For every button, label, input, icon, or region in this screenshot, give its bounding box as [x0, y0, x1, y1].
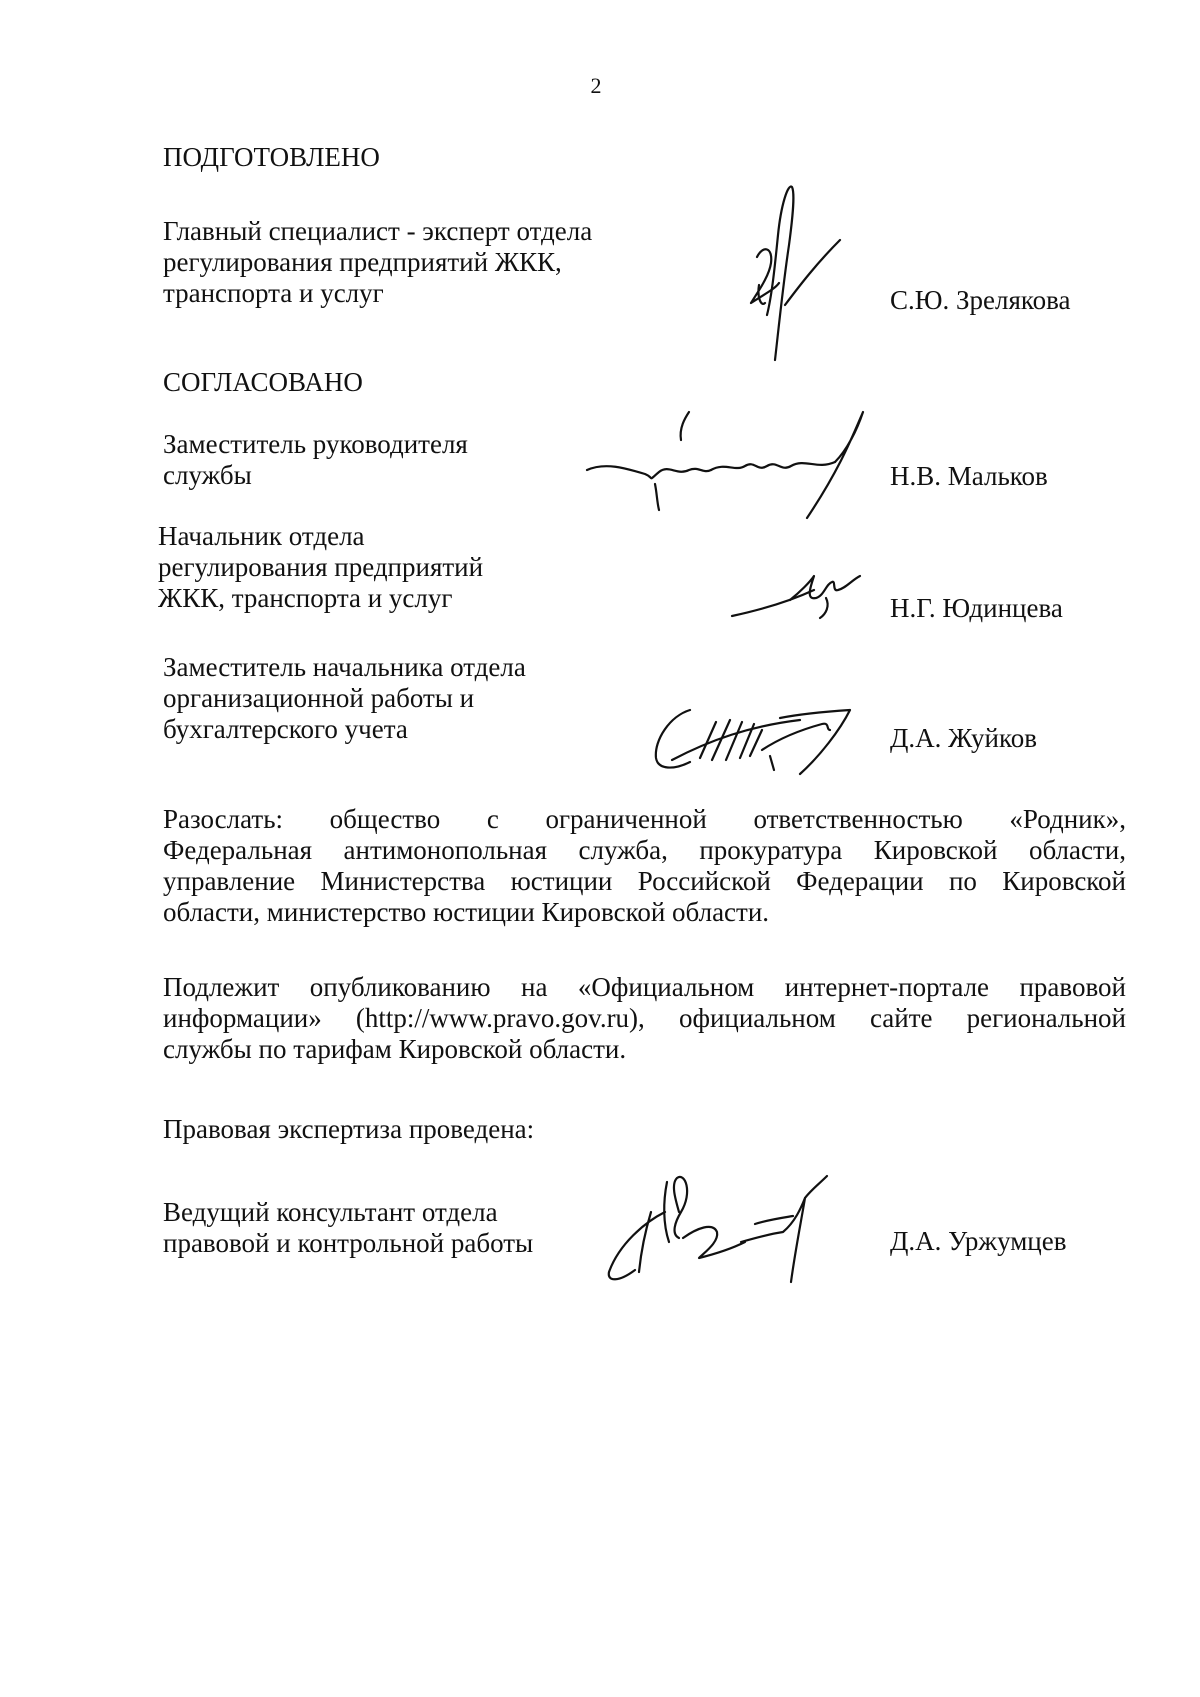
role-line: Заместитель начальника отдела: [163, 652, 526, 682]
role-line: регулирования предприятий: [158, 552, 484, 582]
publication-paragraph: [163, 972, 1126, 1065]
signature-zrelyakova: [745, 185, 855, 370]
role-line: транспорта и услуг: [163, 278, 384, 308]
signer-role: [163, 652, 633, 745]
signature-yudintseva: [730, 570, 870, 625]
distribution-paragraph: [163, 804, 1126, 928]
role-line: Ведущий консультант отдела: [163, 1197, 498, 1227]
text-line: Разослать: общество с ограниченной ответственностью «Родник»,: [163, 804, 1126, 834]
page-number: 2: [590, 73, 602, 98]
role-line: Заместитель руководителя: [163, 429, 468, 459]
prepared-person: С.Ю. Зрелякова: [890, 285, 1071, 315]
signer-person: Н.Г. Юдинцева: [890, 593, 1063, 623]
role-line: ЖКК, транспорта и услуг: [158, 583, 453, 613]
text-line: Федеральная антимонопольная служба, прокуратура Кировской области,: [163, 835, 1126, 865]
signer-role: [163, 429, 633, 491]
signature-zhuykov: [650, 700, 880, 780]
prepared-role: [163, 216, 633, 309]
text-line: службы по тарифам Кировской области.: [163, 1034, 627, 1064]
signature-malkov: [585, 410, 875, 530]
signer-person: Д.А. Жуйков: [890, 723, 1037, 753]
agreed-heading: СОГЛАСОВАНО: [163, 367, 363, 397]
text-line: информации» (http://www.pravo.gov.ru), официальном сайте региональной: [163, 1003, 1126, 1033]
legal-review-role: [163, 1197, 633, 1259]
role-line: Начальник отдела: [158, 521, 365, 551]
role-line: регулирования предприятий ЖКК,: [163, 247, 562, 277]
role-line: правовой и контрольной работы: [163, 1228, 534, 1258]
legal-review-heading: Правовая экспертиза проведена:: [163, 1114, 535, 1144]
role-line: Главный специалист - эксперт отдела: [163, 216, 593, 246]
signer-role: [158, 521, 628, 614]
signer-person: Н.В. Мальков: [890, 461, 1048, 491]
role-line: организационной работы и: [163, 683, 475, 713]
role-line: бухгалтерского учета: [163, 714, 408, 744]
text-line: Подлежит опубликованию на «Официальном интернет-портале правовой: [163, 972, 1126, 1002]
text-line: области, министерство юстиции Кировской области.: [163, 897, 770, 927]
role-line: службы: [163, 460, 252, 490]
signature-urzhumtsev: [605, 1172, 855, 1287]
text-line: управление Министерства юстиции Российской Федерации по Кировской: [163, 866, 1126, 896]
prepared-heading: ПОДГОТОВЛЕНО: [163, 142, 380, 172]
legal-review-person: Д.А. Уржумцев: [890, 1226, 1067, 1256]
